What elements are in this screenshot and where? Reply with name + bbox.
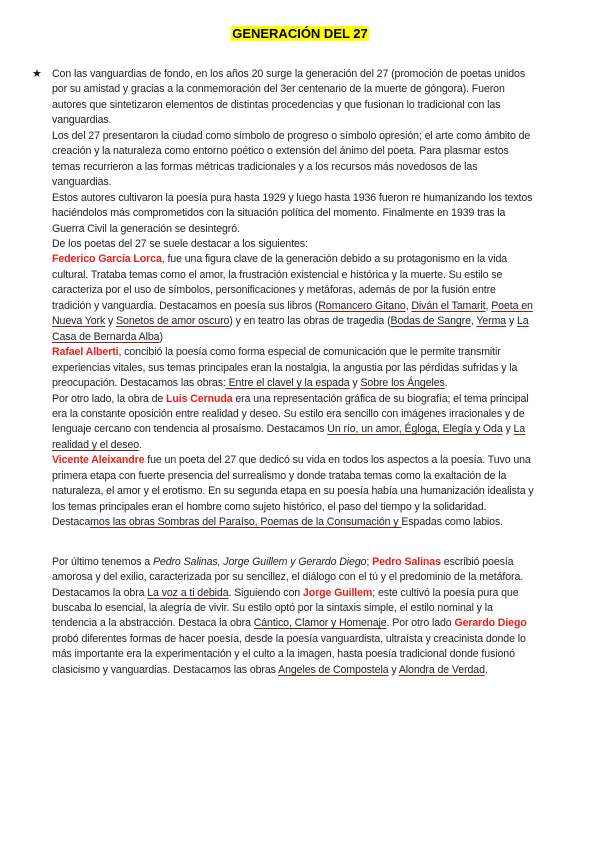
work-title: Yerma xyxy=(476,315,507,328)
separator: ) y en teatro las obras de tragedia ( xyxy=(229,315,391,328)
work-title: mos las obras Sombras del Paraíso, Poemas de la Consumación y xyxy=(90,516,402,529)
separator: . xyxy=(139,438,142,451)
separator: , xyxy=(470,315,477,328)
guillem-text: ; este cultivó la poesía pura que buscaba lo esencial, la alegría de vivir. Su estilo optó por la sintaxis simple, el estilo nominal y la tendencia a la abstracción. Destaca la obra xyxy=(52,586,519,630)
work-title: Poeta en Nueva York xyxy=(52,299,533,328)
work-title: Diván el Tamarit xyxy=(411,299,486,312)
alberti-text: , concibió la poesía como forma especial de comunicación que le permite transmitir experiencias vitales, sus temas principales eran la nostalgia, la angustia por las pérdidas sufridas y la preocupación. Destacamos las obras: xyxy=(52,346,518,390)
separator: y xyxy=(388,663,399,676)
work-title: La voz a ti debida xyxy=(147,586,229,599)
paragraph-intro-2: Los del 27 presentaron la ciudad como símbolo de progreso o símbolo opresión; el arte como ámbito de creación y la naturaleza como entorno poético o extensión del ánimo del poeta. Para plasmar estos temas recurrieron a las formas métricas tradicionales y a los recursos más novedosos de las vanguardias. xyxy=(52,129,531,189)
paragraph-cernuda xyxy=(52,392,534,454)
cernuda-text: era una representación gráfica de su biografía; el tema principal era la constante oposición entre realidad y deseo. Su estilo era sencillo con imágenes irracionales y de lenguaje cercano con tendencia al prosaísmo. Destacamos xyxy=(52,392,529,436)
separator: y xyxy=(105,315,117,328)
final-names-italic: Pedro Salinas, Jorge Guillem y Gerardo Diego xyxy=(152,555,367,568)
star-icon: ★ xyxy=(32,68,42,80)
work-title: Alondra de Verdad xyxy=(398,663,485,676)
work-title: Sonetos de amor oscuro xyxy=(116,315,230,328)
diego-text: probó diferentes formas de hacer poesía, desde la poesía vanguardista, ultraísta y creacinista donde lo más importante era la experimentación y el culto a la imagen, hasta poesía tradicional donde fusionó clasicismo y vanguardias. Destacamos las obras xyxy=(52,632,526,676)
work-title: Angeles de Compostela xyxy=(278,663,389,676)
poet-name-salinas: Pedro Salinas xyxy=(372,555,441,568)
poet-name-aleixandre: Vicente Aleixandre xyxy=(52,454,145,467)
paragraph-intro-4: De los poetas del 27 se suele destacar a los siguientes: xyxy=(52,237,308,250)
poet-name-lorca: Federico García Lorca xyxy=(52,253,162,266)
paragraph-gap xyxy=(52,531,534,555)
intro-text-1: Con las vanguardias de fondo, en los años 20 surge la generación del 27 (promoción de poetas unidos por su amistad y gracias a la conmemoración del 3er centenario de la muerte de góngora). Fueron autores que sintetizaron elementos de distintas procedencias y que fusionan lo tradicional con las vanguardias. xyxy=(52,68,526,127)
separator: y xyxy=(506,315,517,328)
title-text: GENERACIÓN DEL 27 xyxy=(232,26,368,41)
paragraph-aleixandre xyxy=(52,453,534,530)
poet-name-guillem: Jorge Guillem xyxy=(302,586,373,599)
final-text-4: . Por otro lado xyxy=(386,617,455,630)
paragraph-lorca xyxy=(52,252,534,345)
paragraph-alberti xyxy=(52,345,534,391)
work-title: La Casa de Bernarda Alba xyxy=(52,315,529,343)
poet-name-diego: Gerardo Diego xyxy=(454,617,527,630)
work-title: Cántico, Clamor y Homenaje xyxy=(253,617,387,630)
paragraph-intro-1 xyxy=(32,67,534,129)
document-body xyxy=(32,67,534,678)
cernuda-pre: Por otro lado, la obra de xyxy=(52,392,167,405)
lorca-text: , fue una figura clave de la generación debido a su protagonismo en la vida cultural. Trataba temas como el amor, la frustración existencial e histórica y la muerte. Su estilo se caracteriza por el uso de símbolos, personificaciones y metáforas, además de por la fusión entre tradición y vanguardia. Destacamos en poesía sus libros ( xyxy=(52,253,508,312)
separator: y xyxy=(502,423,514,436)
separator: , xyxy=(405,299,412,312)
final-text-2: . Siguiendo con xyxy=(228,586,303,599)
paragraph-final xyxy=(52,555,534,679)
separator: y xyxy=(349,377,361,390)
separator: , xyxy=(485,299,492,312)
salinas-text: escribió poesía amorosa y del exilio, caracterizada por su sencillez, el diálogo con el tú y el predominio de la metáfora. Destacamos la obra xyxy=(52,555,524,599)
work-title: Sobre los Ángeles xyxy=(360,377,445,390)
separator: ; xyxy=(366,555,373,568)
separator: . xyxy=(484,663,488,676)
separator: ) xyxy=(159,330,163,343)
aleixandre-tail: Espadas como labios. xyxy=(401,516,504,529)
poet-name-cernuda: Luis Cernuda xyxy=(166,392,233,405)
work-title: Un río, un amor, Égloga, Elegía y Oda xyxy=(327,423,503,436)
work-title: La realidad y el deseo xyxy=(52,423,526,451)
work-title: Entre el clavel y la espada xyxy=(225,377,350,390)
final-pre: Por último tenemos a xyxy=(52,555,153,568)
page-title xyxy=(0,26,600,42)
work-title: Romancero Gitano xyxy=(318,299,406,312)
paragraph-intro-3: Estos autores cultivaron la poesía pura hasta 1929 y luego hasta 1936 fueron re humanizando los textos haciéndolos más comprometidos con la situación política del momento. Finalmente en 1939 tras la Guerra Civil la generación se desintegró. xyxy=(52,191,533,235)
separator: . xyxy=(444,377,448,390)
aleixandre-text: fue un poeta del 27 que dedicó su vida en todos los aspectos a la poesía. Tuvo una primera etapa con fuerte presencia del surrealismo y donde trataba temas como la exaltación de la naturaleza, el amor y el erotismo. En su segunda etapa en su poesía había una humanización idealista y los temas principales eran el hombre como sujeto histórico, el paso del tiempo y la solidaridad. Destaca xyxy=(52,454,534,529)
poet-name-alberti: Rafael Alberti xyxy=(52,346,119,359)
work-title: Bodas de Sangre xyxy=(390,315,471,328)
